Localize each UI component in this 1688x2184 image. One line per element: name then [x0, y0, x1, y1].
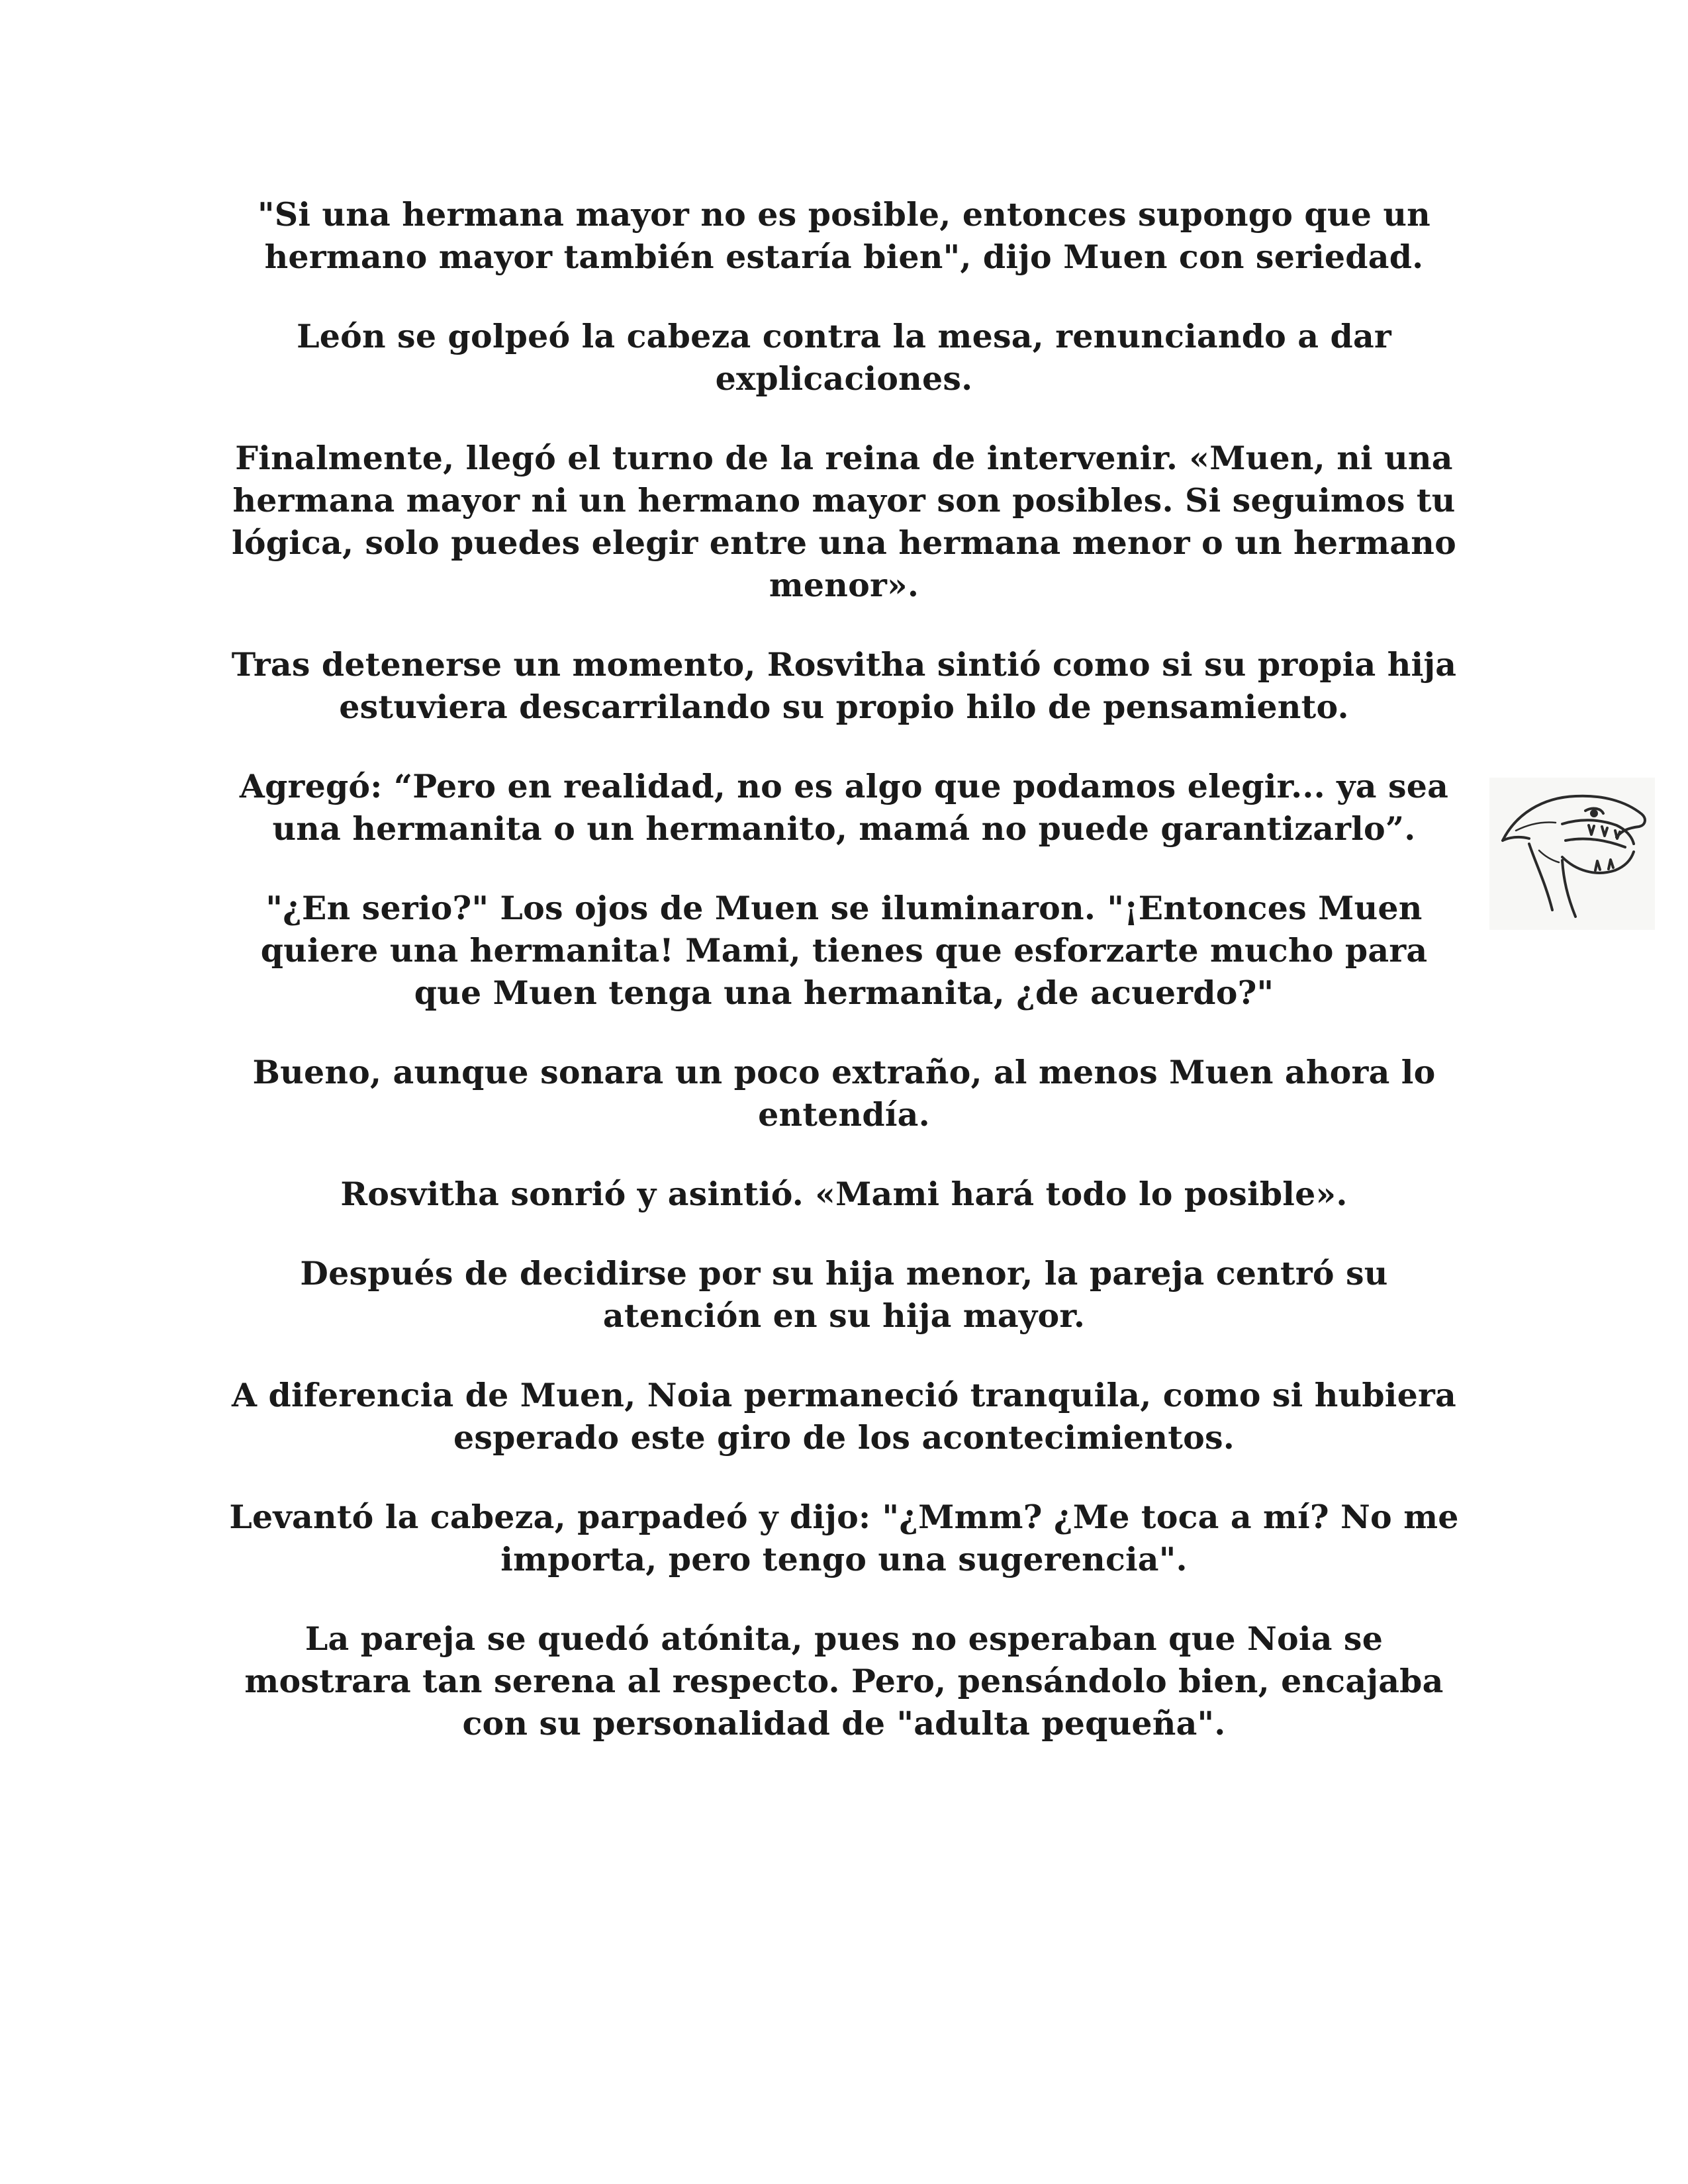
paragraph: La pareja se quedó atónita, pues no esperaban que Noia se mostrara tan serena al respecto. Pero, pensándolo bien, encajaba con su personalidad de "adulta pequeña".	[244, 1619, 1444, 1743]
paragraph: León se golpeó la cabeza contra la mesa, renunciando a dar explicaciones.	[297, 317, 1391, 398]
paragraph: Después de decidirse por su hija menor, la pareja centró su atención en su hija mayor.	[300, 1254, 1388, 1335]
paragraph: "Si una hermana mayor no es posible, entonces supongo que un hermano mayor también estaría bien", dijo Muen con seriedad.	[258, 195, 1430, 276]
paragraph: Finalmente, llegó el turno de la reina de intervenir. «Muen, ni una hermana mayor ni un hermano mayor son posibles. Si seguimos tu lógica, solo puedes elegir entre una hermana menor o un hermano menor».	[232, 439, 1456, 604]
paragraph: Rosvitha sonrió y asintió. «Mami hará todo lo posible».	[340, 1175, 1348, 1213]
dinosaur-head-sketch-icon	[1489, 778, 1655, 930]
paragraph: Agregó: “Pero en realidad, no es algo que podamos elegir... ya sea una hermanita o un hermanito, mamá no puede garantizarlo”.	[239, 767, 1449, 848]
document-body	[225, 193, 1463, 1782]
paragraph: Bueno, aunque sonara un poco extraño, al menos Muen ahora lo entendía.	[252, 1053, 1436, 1134]
paragraph: Tras detenerse un momento, Rosvitha sintió como si su propia hija estuviera descarrilando su propio hilo de pensamiento.	[231, 645, 1457, 726]
paragraph: A diferencia de Muen, Noia permaneció tranquila, como si hubiera esperado este giro de los acontecimientos.	[232, 1376, 1456, 1457]
paragraph: Levantó la cabeza, parpadeó y dijo: "¿Mmm? ¿Me toca a mí? No me importa, pero tengo una sugerencia".	[229, 1498, 1459, 1578]
paragraph: "¿En serio?" Los ojos de Muen se iluminaron. "¡Entonces Muen quiere una hermanita! Mami, tienes que esforzarte mucho para que Muen tenga una hermanita, ¿de acuerdo?"	[260, 889, 1428, 1012]
